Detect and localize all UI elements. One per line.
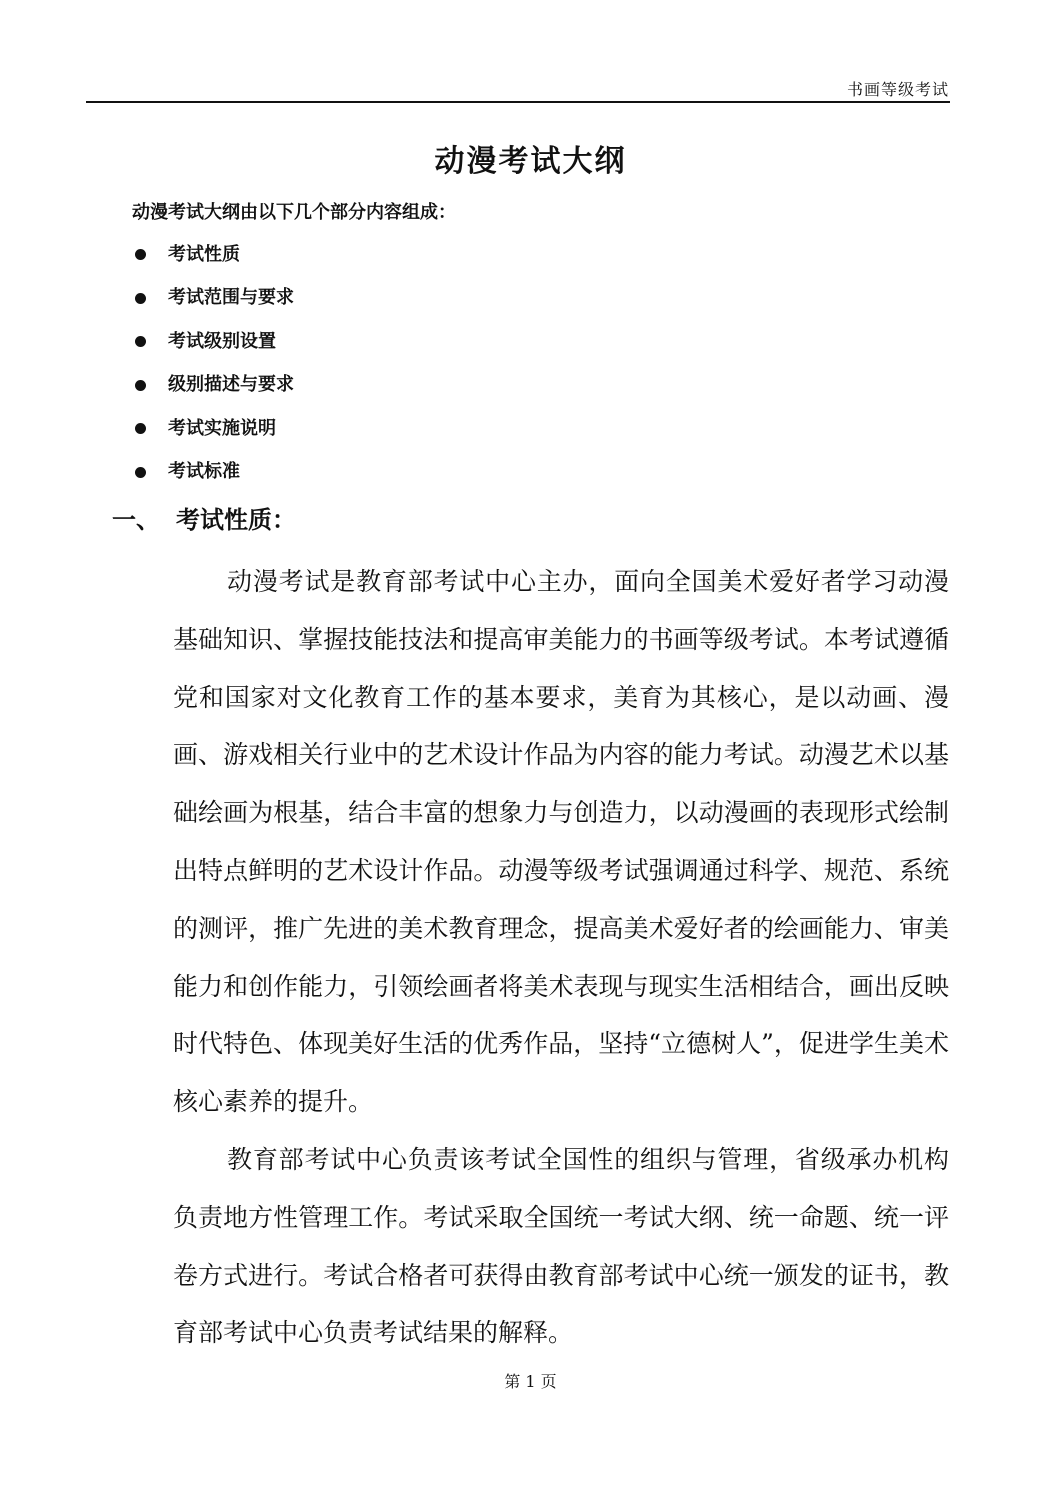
bullet-icon	[135, 467, 146, 478]
list-item	[135, 407, 294, 451]
bullet-icon	[135, 423, 146, 434]
list-item-label: 考试实施说明	[168, 417, 276, 439]
list-item	[135, 320, 294, 364]
intro-text: 动漫考试大纲由以下几个部分内容组成：	[132, 202, 456, 223]
list-item-label: 考试范围与要求	[168, 287, 294, 309]
list-item	[135, 277, 294, 321]
page-number: 第 1 页	[504, 1372, 557, 1391]
list-item-label: 考试级别设置	[168, 330, 276, 352]
document-title: 动漫考试大纲	[434, 144, 627, 179]
header-divider	[86, 101, 950, 103]
section-number: 一、	[112, 505, 160, 534]
bullet-icon	[135, 249, 146, 260]
list-item	[135, 451, 294, 495]
contents-list	[135, 233, 294, 494]
running-header: 书画等级考试	[846, 80, 949, 99]
bullet-icon	[135, 336, 146, 347]
list-item-label: 考试性质	[168, 243, 240, 265]
list-item-label: 级别描述与要求	[168, 374, 294, 396]
body-paragraph: 动漫考试是教育部考试中心主办，面向全国美术爱好者学习动漫基础知识、掌握技能技法和提高审美能力的书画等级考试。本考试遵循党和国家对文化教育工作的基本要求，美育为其核心，是以动画、漫画、游戏相关行业中的艺术设计作品为内容的能力考试。动漫艺术以基础绘画为根基，结合丰富的想象力与创造力，以动漫画的表现形式绘制出特点鲜明的艺术设计作品。动漫等级考试强调通过科学、规范、系统的测评，推广先进的美术教育理念，提高美术爱好者的绘画能力、审美能力和创作能力，引领绘画者将美术表现与现实生活相结合，画出反映时代特色、体现美好生活的优秀作品，坚持“立德树人”，促进学生美术核心素养的提升。	[173, 567, 949, 1117]
bullet-icon	[135, 293, 146, 304]
section-title: 考试性质：	[176, 505, 296, 534]
bullet-icon	[135, 380, 146, 391]
body-paragraph: 教育部考试中心负责该考试全国性的组织与管理，省级承办机构负责地方性管理工作。考试采取全国统一考试大纲、统一命题、统一评卷方式进行。考试合格者可获得由教育部考试中心统一颁发的证书，教育部考试中心负责考试结果的解释。	[173, 1145, 949, 1348]
section-heading	[112, 500, 296, 535]
list-item	[135, 233, 294, 277]
list-item	[135, 364, 294, 408]
list-item-label: 考试标准	[168, 461, 240, 483]
